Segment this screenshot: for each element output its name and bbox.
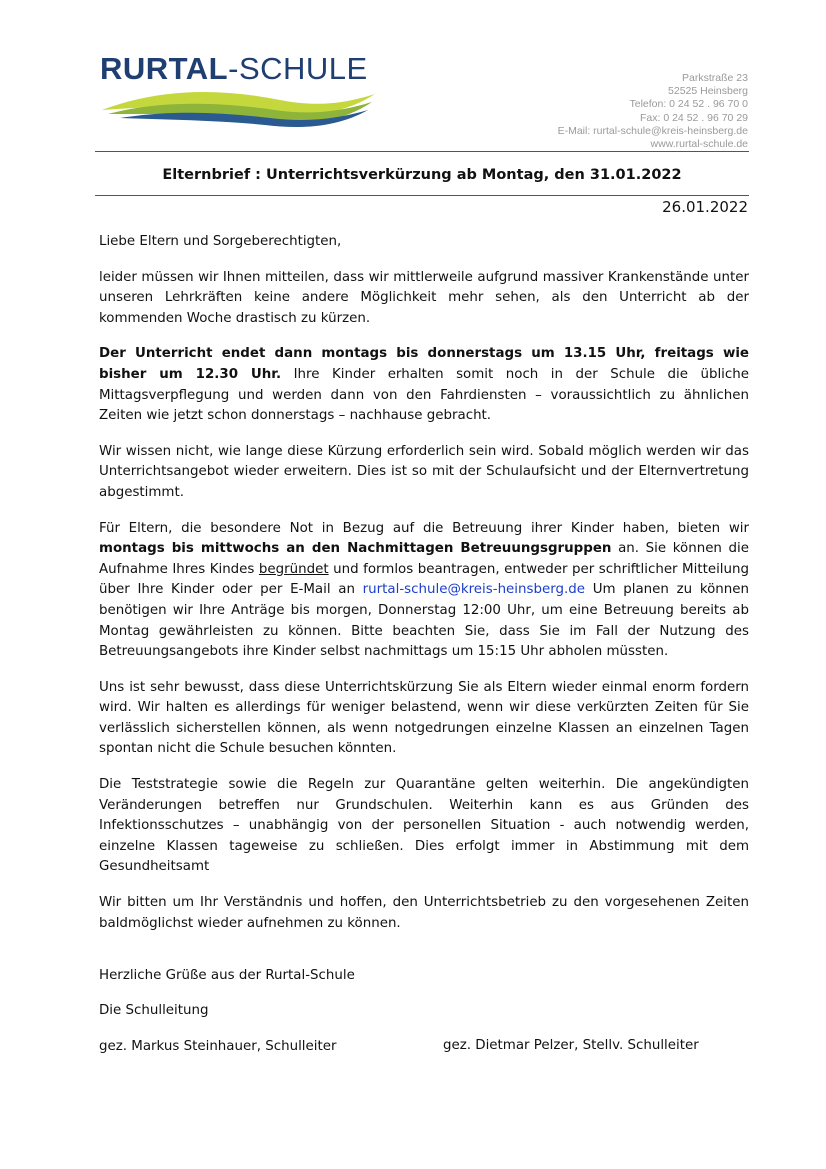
paragraph-duration: Wir wissen nicht, wie lange diese Kürzung erforderlich sein wird. Sobald möglich werden wir das Unterrichtsangebot wieder erweitern. Dies ist so mit der Schulaufsicht und der Elternvertretung abgestimmt. <box>99 443 749 500</box>
address-web: www.rurtal-schule.de <box>650 138 748 151</box>
signature-principal: gez. Markus Steinhauer, Schulleiter <box>99 1039 337 1054</box>
paragraph-schedule <box>99 344 749 426</box>
letter-date: 26.01.2022 <box>662 198 748 216</box>
header-divider <box>95 151 749 152</box>
paragraph-impact: Uns ist sehr bewusst, dass diese Unterrichtskürzung Sie als Eltern wieder einmal enorm fordern wird. Wir halten es allerdings für weniger belastend, wenn wir diese verkürzten Zeiten für Sie verlässlich sicherstellen können, als wenn notgedrungen einzelne Klassen an einzelnen Tagen spontan nicht die Schule besuchen könnten. <box>99 679 749 757</box>
care-text-1: Für Eltern, die besondere Not in Bezug auf die Betreuung ihrer Kinder haben, bieten wir <box>99 520 749 536</box>
logo-wave-graphic <box>100 80 380 130</box>
paragraph-intro: leider müssen wir Ihnen mitteilen, dass wir mittlerweile aufgrund massiver Krankenstände unter unseren Lehrkräften keine andere Möglichkeit mehr sehen, als den Unterricht ab der kommenden Woche drastisch zu kürzen. <box>99 269 749 326</box>
address-city: 52525 Heinsberg <box>668 85 748 98</box>
school-address-block <box>558 72 748 151</box>
schedule-details: Ihre Kinder erhalten somit noch in der Schule die übliche Mittagsverpflegung und werden dann von den Fahrdiensten – voraussichtlich zu ähnlichen Zeiten wie jetzt schon donnerstags – nachhause gebracht. <box>99 366 749 424</box>
justified-underlined: begründet <box>258 561 329 577</box>
care-text-4: Um planen zu können benötigen wir Ihre Anträge bis morgen, Donnerstag 12:00 Uhr, um eine Betreuung bereits ab Montag gewährleisten zu können. Bitte beachten Sie, dass Sie im Fall der Nutzung des Betreuungsangebots ihre Kinder selbst nachmittags um 15:15 Uhr abholen müssten. <box>99 582 749 660</box>
address-fax: Fax: 0 24 52 . 96 70 29 <box>640 111 748 124</box>
paragraph-care-groups <box>99 519 749 663</box>
care-text-2: an. Sie können die Aufnahme Ihres Kindes <box>99 541 749 577</box>
logo-name-rest: -SCHULE <box>228 51 368 86</box>
subject-divider <box>95 195 749 196</box>
address-street: Parkstraße 23 <box>682 72 748 84</box>
care-groups-highlight: montags bis mittwochs an den Nachmittagen Betreuungsgruppen <box>99 541 612 557</box>
letter-body <box>99 232 749 949</box>
care-text-3: und formlos beantragen, entweder per schriftlicher Mitteilung über Ihre Kinder oder per E-Mail an <box>99 561 749 598</box>
address-email: E-Mail: rurtal-schule@kreis-heinsberg.de <box>557 124 748 137</box>
greeting: Herzliche Grüße aus der Rurtal-Schule <box>99 968 355 983</box>
salutation: Liebe Eltern und Sorgeberechtigten, <box>99 234 342 249</box>
paragraph-testing: Die Teststrategie sowie die Regeln zur Quarantäne gelten weiterhin. Die angekündigten Veränderungen betreffen nur Grundschulen. Weiterhin kann es aus Gründen des Infektionsschutzes – unabhängig von der personellen Situation - auch notwendig werden, einzelne Klassen tageweise zu schließen. Dies erfolgt immer in Abstimmung mit dem Gesundheitsamt <box>99 777 749 875</box>
email-link[interactable]: rurtal-schule@kreis-heinsberg.de <box>362 582 585 598</box>
schedule-highlight: Der Unterricht endet dann montags bis donnerstags um 13.15 Uhr, freitags wie bisher um 12.30 Uhr. <box>99 346 749 382</box>
leadership-label: Die Schulleitung <box>99 1003 209 1018</box>
logo-name-bold: RURTAL <box>100 51 229 86</box>
school-logo <box>100 50 380 130</box>
letter-subject: Elternbrief : Unterrichtsverkürzung ab Montag, den 31.01.2022 <box>162 167 682 183</box>
address-phone: Telefon: 0 24 52 . 96 70 0 <box>629 98 748 111</box>
signature-deputy: gez. Dietmar Pelzer, Stellv. Schulleiter <box>443 1038 699 1053</box>
paragraph-closing: Wir bitten um Ihr Verständnis und hoffen, den Unterrichtsbetrieb zu den vorgesehenen Zeiten baldmöglichst wieder aufnehmen zu können. <box>99 895 749 931</box>
